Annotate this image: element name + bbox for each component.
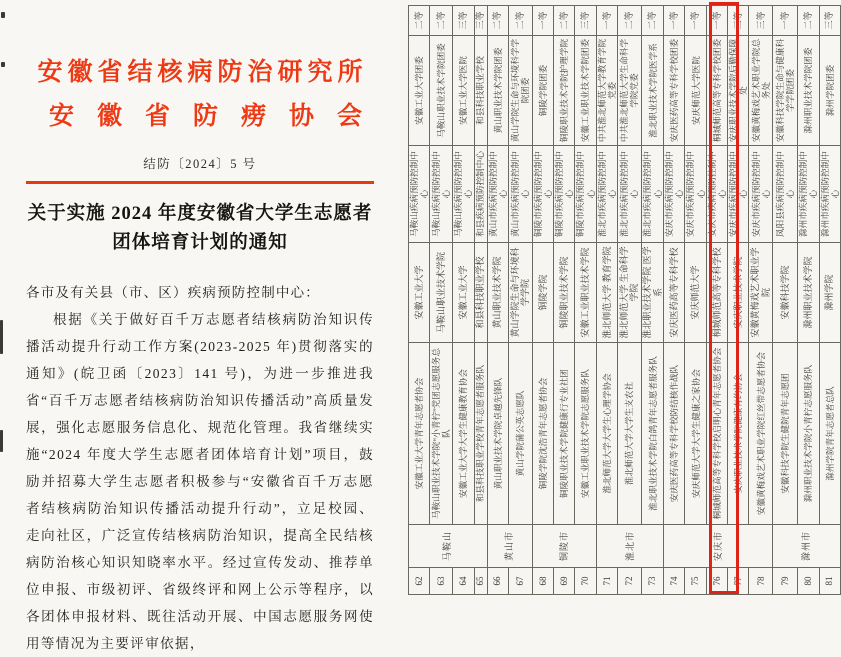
table-row bbox=[664, 6, 685, 595]
cell-group: 马鞍山职业技术学院“小青柠”党团志愿服务总队 bbox=[430, 343, 453, 525]
cell-no: 80 bbox=[798, 568, 819, 595]
table-row bbox=[596, 6, 617, 595]
cell-group: 铜陵学院沈浩青年志愿者协会 bbox=[532, 343, 553, 525]
cell-school: 铜陵职业技术学院 bbox=[554, 243, 575, 343]
cell-award: 一等 bbox=[706, 6, 727, 36]
cell-group: 铜陵职业技术学院健康行专业社团 bbox=[554, 343, 575, 525]
cell-award: 二等 bbox=[617, 6, 641, 36]
issuing-org-line2: 安徽省防痨协会 bbox=[49, 103, 386, 130]
cell-award: 二等 bbox=[487, 6, 508, 36]
cell-dept: 安庆师范大学医院 bbox=[685, 36, 706, 146]
cell-group: 安徽黄梅戏艺术职业学院红丝带志愿者协会 bbox=[749, 343, 773, 525]
cell-cdc: 安庆市疾病预防控制中心 bbox=[685, 146, 706, 243]
cell-school: 马鞍山职业技术学院 bbox=[430, 243, 453, 343]
cell-award: 二等 bbox=[641, 6, 663, 36]
cell-school: 安徽工业职业技术学院 bbox=[575, 243, 596, 343]
cell-no: 68 bbox=[532, 568, 553, 595]
cell-cdc: 淮北市疾病预防控制中心 bbox=[596, 146, 617, 243]
cell-dept: 滁州职业技术学院团委 bbox=[798, 36, 819, 146]
cell-dept: 滁州学院团委 bbox=[819, 36, 840, 146]
cell-no: 67 bbox=[508, 568, 532, 595]
cell-award: 一等 bbox=[596, 6, 617, 36]
cell-cdc: 安庆市疾病预防控制中心 bbox=[749, 146, 773, 243]
table-row bbox=[617, 6, 641, 595]
cell-cdc: 铜陵市疾病预防控制中心 bbox=[575, 146, 596, 243]
cell-dept: 中共淮北师范大学生命科学学院党委 bbox=[617, 36, 641, 146]
cell-cdc: 马鞍山疾病预防控制中心 bbox=[409, 146, 430, 243]
cell-group: 滁州学院青年志愿者总队 bbox=[819, 343, 840, 525]
cell-school: 滁州职业技术学院 bbox=[798, 243, 819, 343]
cell-group: 淮北师范大学大学生心理学协会 bbox=[596, 343, 617, 525]
table-row bbox=[798, 6, 819, 595]
cell-group: 桐城师范高等专科学校启明心青年志愿者协会 bbox=[706, 343, 727, 525]
cell-no: 76 bbox=[706, 568, 727, 595]
cell-school: 安徽科技学院 bbox=[773, 243, 798, 343]
table-row bbox=[532, 6, 553, 595]
cell-school: 淮北师范大学 教育学院 bbox=[596, 243, 617, 343]
cell-no: 63 bbox=[430, 568, 453, 595]
cell-award: 二等 bbox=[508, 6, 532, 36]
scan-artifact bbox=[0, 320, 3, 354]
cell-school: 淮北职业技术学院 医学系 bbox=[641, 243, 663, 343]
cell-award: 二等 bbox=[554, 6, 575, 36]
cell-no: 79 bbox=[773, 568, 798, 595]
cell-dept: 安徽黄梅戏艺术职业学院总务处 bbox=[749, 36, 773, 146]
cell-group: 黄山职业技术学院卓越先锋队 bbox=[487, 343, 508, 525]
cell-no: 77 bbox=[728, 568, 749, 595]
cell-school: 淮北师范大学 生命科学学院 bbox=[617, 243, 641, 343]
document-title-line1: 关于实施 2024 年度安徽省大学生志愿者 bbox=[27, 203, 373, 224]
table-row bbox=[749, 6, 773, 595]
document-title bbox=[26, 200, 374, 260]
cell-cdc: 淮北市疾病预防控制中心 bbox=[617, 146, 641, 243]
cell-school: 安庆师范大学 bbox=[685, 243, 706, 343]
document-body: 根据《关于做好百千万志愿者结核病防治知识传播活动提升行动工作方案(2023-2025 年)贯彻落实的通知》(皖卫函〔2023〕141 号)，为进一步推进我省“百千万志愿者结核病防治知识传播活动”高质量发展，强化志愿服务信息化、规范化管理。我省继续实施“2024 年度大学生志愿者团体培育计划”项目，鼓励并招募大学生志愿者积极参与“安徽省百千万志愿者结核病防治知识传播活动提升行动”，立足校园、走向社区，广泛宣传结核病防治知识，提高全民结核病防治核心知识知晓率水平。经过宣传发动、推荐单位申报、市级初评、省级终评和网上公示等程序，以各团体申报材料、既往活动开展、中国志愿服务网使用等情况为主要评审依据， bbox=[26, 312, 374, 652]
cell-school: 黄山职业技术学院 bbox=[487, 243, 508, 343]
cell-dept: 安徽工业大学医院 bbox=[453, 36, 474, 146]
award-table bbox=[408, 5, 841, 595]
cell-award: 三等 bbox=[575, 6, 596, 36]
cell-dept: 和县科技职业学校 bbox=[474, 36, 487, 146]
cell-cdc: 黄山市疾病预防控制中心 bbox=[487, 146, 508, 243]
table-row bbox=[773, 6, 798, 595]
cell-school: 安庆职业技术学院 bbox=[728, 243, 749, 343]
cell-no: 74 bbox=[664, 568, 685, 595]
cell-school: 安庆医药高等专科学校 bbox=[664, 243, 685, 343]
cell-group: 滁州职业技术学院小青柠志愿服务队 bbox=[798, 343, 819, 525]
table-row bbox=[728, 6, 749, 595]
cell-award: 一等 bbox=[685, 6, 706, 36]
cell-cdc: 马鞍山疾病预防控制中心 bbox=[453, 146, 474, 243]
cell-group: 黄山学院蒲公英志愿队 bbox=[508, 343, 532, 525]
cell-dept: 中共淮北师范大学教育学院党委 bbox=[596, 36, 617, 146]
cell-cdc: 滁州市疾病预防控制中心 bbox=[798, 146, 819, 243]
cell-cdc: 安庆市疾病预防控制中心 bbox=[664, 146, 685, 243]
issuing-org-line1: 安徽省结核病防治研究所 bbox=[37, 59, 368, 86]
cell-school: 安徽工业大学 bbox=[453, 243, 474, 343]
cell-group: 安庆师范大学大学生健康之家协会 bbox=[685, 343, 706, 525]
cell-dept: 马鞍山职业技术学院团委 bbox=[430, 36, 453, 146]
cell-dept: 安庆医药高等专科学校团委 bbox=[664, 36, 685, 146]
cell-no: 73 bbox=[641, 568, 663, 595]
cell-school: 滁州学院 bbox=[819, 243, 840, 343]
table-row bbox=[487, 6, 508, 595]
cell-dept: 安庆职业技术学院后勤保障处 bbox=[728, 36, 749, 146]
cell-group: 安徽工业职业技术学院志愿服务队 bbox=[575, 343, 596, 525]
scan-artifact bbox=[1, 62, 5, 67]
cell-award: 三等 bbox=[728, 6, 749, 36]
cell-dept: 黄山学院生命与环境科学学院团委 bbox=[508, 36, 532, 146]
cell-dept: 安徽工业职业技术学院团委 bbox=[575, 36, 596, 146]
cell-dept: 安徽工业大学团委 bbox=[409, 36, 430, 146]
cell-dept: 黄山职业技术学院团委 bbox=[487, 36, 508, 146]
cell-no: 78 bbox=[749, 568, 773, 595]
cell-award: 一等 bbox=[664, 6, 685, 36]
cell-no: 72 bbox=[617, 568, 641, 595]
cell-group: 安徽工业大学青年志愿者协会 bbox=[409, 343, 430, 525]
document-page bbox=[0, 0, 400, 652]
cell-cdc: 铜陵市疾病预防控制中心 bbox=[532, 146, 553, 243]
cell-school: 桐城师范高等专科学校 bbox=[706, 243, 727, 343]
document-title-line2: 团体培育计划的通知 bbox=[112, 233, 288, 254]
cell-award: 三等 bbox=[819, 6, 840, 36]
table-row bbox=[554, 6, 575, 595]
cell-group: 安庆医药高等专科学校防结核作战队 bbox=[664, 343, 685, 525]
cell-city: 安庆市 bbox=[664, 525, 773, 568]
table-row bbox=[575, 6, 596, 595]
cell-city: 淮北市 bbox=[596, 525, 664, 568]
cell-cdc: 凤阳县疾病预防控制中心 bbox=[773, 146, 798, 243]
cell-cdc: 铜陵市疾病预防控制中心 bbox=[554, 146, 575, 243]
cell-award: 三等 bbox=[453, 6, 474, 36]
table-row bbox=[819, 6, 840, 595]
cell-group: 淮北职业技术学院白鸽青年志愿者服务队 bbox=[641, 343, 663, 525]
table-row bbox=[430, 6, 453, 595]
award-table-page bbox=[400, 0, 840, 600]
cell-award: 三等 bbox=[474, 6, 487, 36]
cell-no: 75 bbox=[685, 568, 706, 595]
cell-dept: 安徽科技学院生命与健康科学学院团委 bbox=[773, 36, 798, 146]
cell-no: 64 bbox=[453, 568, 474, 595]
cell-no: 70 bbox=[575, 568, 596, 595]
cell-cdc: 滁州市疾病预防控制中心 bbox=[819, 146, 840, 243]
document-number: 结防〔2024〕5 号 bbox=[143, 157, 257, 171]
table-row bbox=[685, 6, 706, 595]
table-row bbox=[409, 6, 430, 595]
cell-school: 和县科技职业学校 bbox=[474, 243, 487, 343]
scan-artifact bbox=[0, 430, 3, 452]
cell-award: 二等 bbox=[409, 6, 430, 36]
cell-no: 69 bbox=[554, 568, 575, 595]
rotated-table-wrapper bbox=[408, 6, 840, 595]
cell-city: 马鞍山 bbox=[409, 525, 488, 568]
cell-cdc: 安庆市疾病预防控制中心 bbox=[728, 146, 749, 243]
table-row bbox=[453, 6, 474, 595]
cell-dept: 淮北职业技术学院医学系 bbox=[641, 36, 663, 146]
cell-no: 71 bbox=[596, 568, 617, 595]
salutation: 各市及有关县（市、区）疾病预防控制中心： bbox=[26, 285, 320, 301]
award-table-body bbox=[409, 6, 841, 595]
cell-group: 和县科技职业学校青年志愿者服务队 bbox=[474, 343, 487, 525]
cell-school: 铜陵学院 bbox=[532, 243, 553, 343]
cell-no: 66 bbox=[487, 568, 508, 595]
cell-school: 安徽黄梅戏艺术职业学院 bbox=[749, 243, 773, 343]
cell-no: 62 bbox=[409, 568, 430, 595]
cell-no: 65 bbox=[474, 568, 487, 595]
cell-school: 安徽工业大学 bbox=[409, 243, 430, 343]
cell-city: 黄山市 bbox=[487, 525, 532, 568]
cell-group: 安徽工业大学大学生健康教育协会 bbox=[453, 343, 474, 525]
cell-award: 一等 bbox=[532, 6, 553, 36]
cell-cdc: 安庆市疾病预防控制中心 bbox=[706, 146, 727, 243]
cell-dept: 铜陵学院团委 bbox=[532, 36, 553, 146]
scan-artifact bbox=[1, 12, 5, 18]
cell-cdc: 黄山市疾病预防控制中心 bbox=[508, 146, 532, 243]
cell-city: 滁州市 bbox=[773, 525, 841, 568]
cell-city: 铜陵市 bbox=[532, 525, 596, 568]
cell-award: 二等 bbox=[798, 6, 819, 36]
table-row bbox=[706, 6, 727, 595]
cell-cdc: 淮北市疾病预防控制中心 bbox=[641, 146, 663, 243]
cell-award: 一等 bbox=[773, 6, 798, 36]
cell-cdc: 马鞍山疾病预防控制中心 bbox=[430, 146, 453, 243]
table-row bbox=[641, 6, 663, 595]
cell-award: 三等 bbox=[749, 6, 773, 36]
cell-cdc: 和县疾病预防控制中心 bbox=[474, 146, 487, 243]
cell-group: 淮北师范大学大学生支农社 bbox=[617, 343, 641, 525]
cell-no: 81 bbox=[819, 568, 840, 595]
cell-dept: 铜陵职业技术学院护理学院 bbox=[554, 36, 575, 146]
table-row bbox=[474, 6, 487, 595]
cell-award: 二等 bbox=[430, 6, 453, 36]
cell-dept: 桐城师范高等专科学校团委 bbox=[706, 36, 727, 146]
cell-school: 黄山学院生命与环境科学学院 bbox=[508, 243, 532, 343]
cell-group: 安庆职业技术学院健康有约协会 bbox=[728, 343, 749, 525]
cell-group: 安徽科技学院生健院青年志愿团 bbox=[773, 343, 798, 525]
table-row bbox=[508, 6, 532, 595]
red-divider-rule bbox=[26, 181, 374, 184]
